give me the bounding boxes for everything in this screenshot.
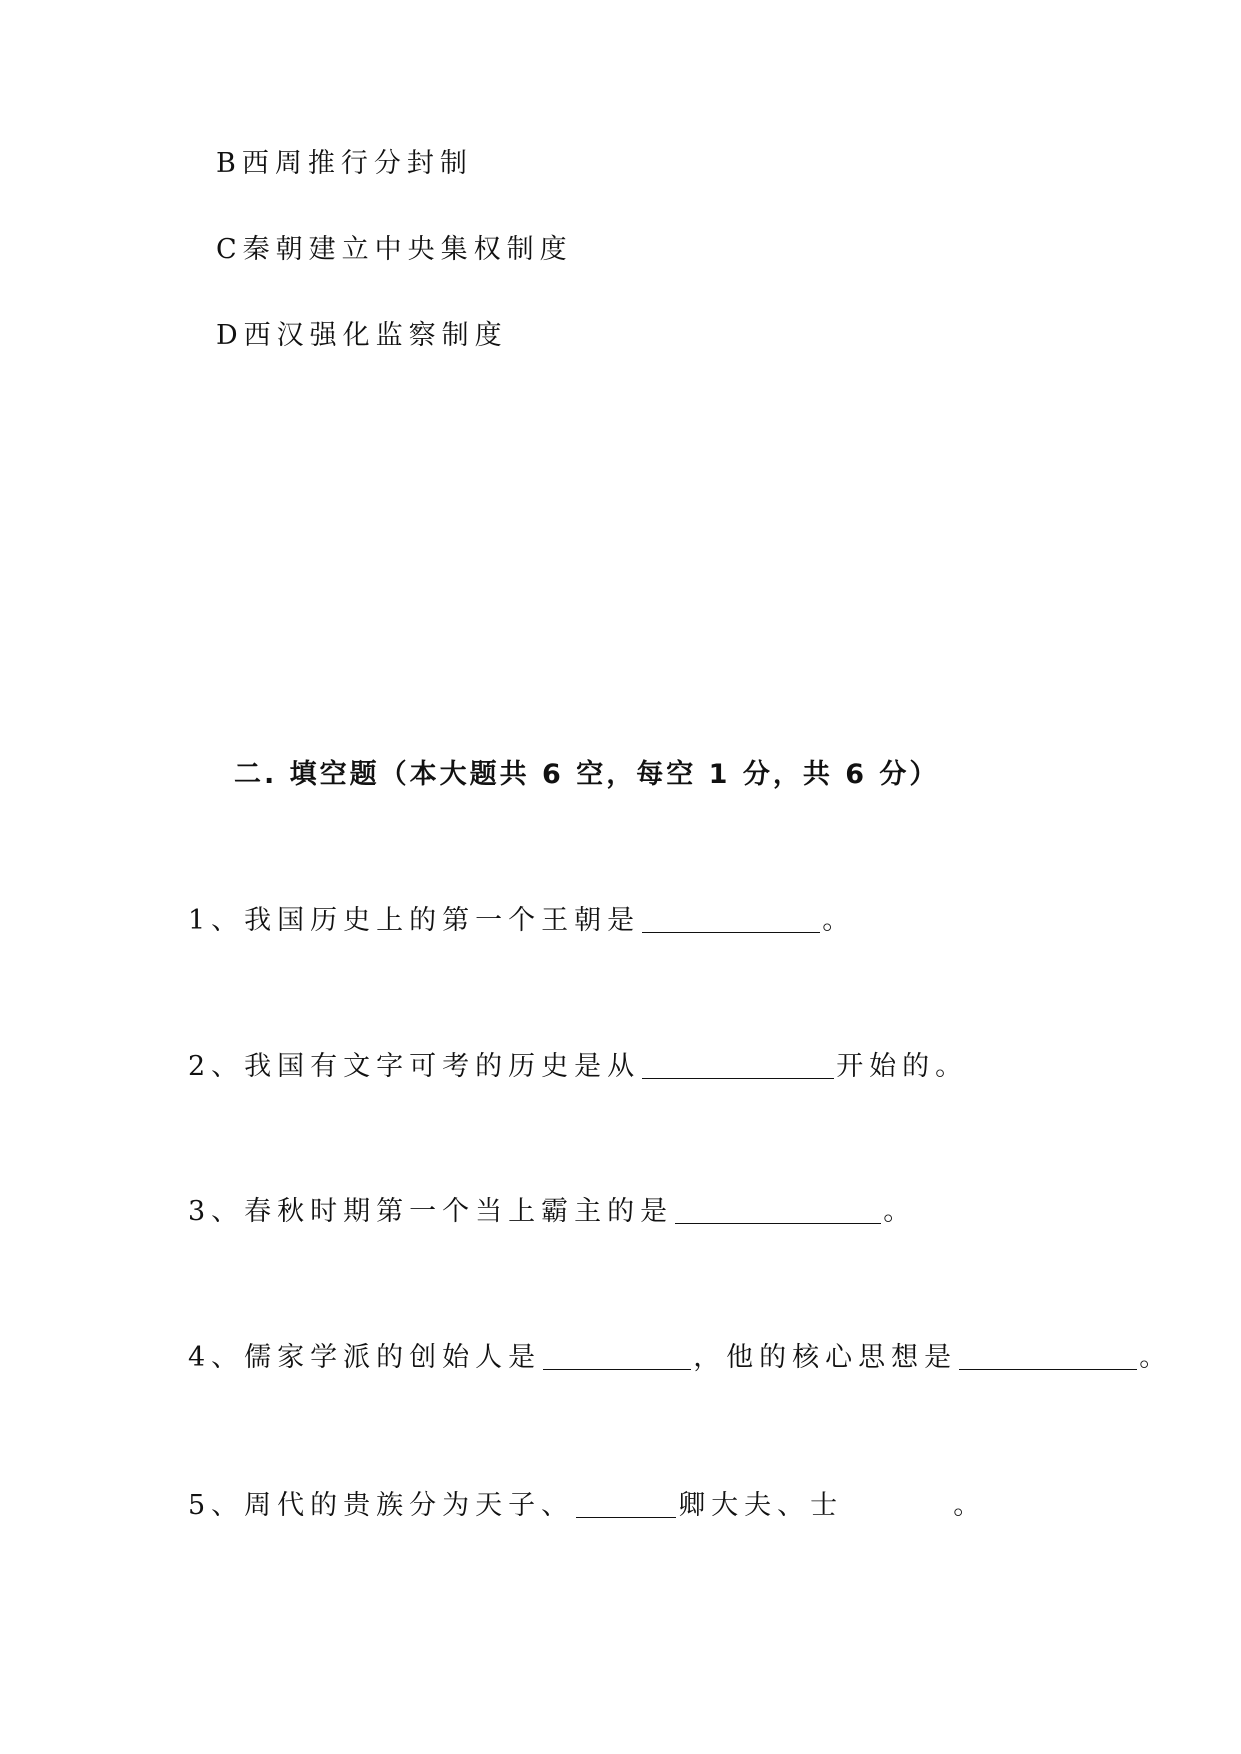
question-text: 4、儒家学派的创始人是 [188, 1342, 542, 1373]
option-d [216, 316, 508, 356]
option-c [216, 230, 573, 270]
question-5 [188, 1484, 986, 1526]
question-2 [188, 1047, 968, 1087]
section-heading: 二. 填空题（本大题共 6 空，每空 1 分，共 6 分） [234, 759, 940, 790]
answer-blank[interactable] [675, 1193, 881, 1224]
question-text: 5、周代的贵族分为天子、 [188, 1490, 575, 1521]
option-text: 秦朝建立中央集权制度 [242, 234, 573, 265]
question-text: 3、春秋时期第一个当上霸主的是 [188, 1196, 674, 1227]
question-text: 2、我国有文字可考的历史是从 [188, 1051, 641, 1082]
question-text-end: 。 [822, 905, 856, 936]
option-letter: C [216, 234, 243, 265]
option-letter: D [216, 320, 244, 351]
question-text-middle: 卿大夫、士 [678, 1490, 844, 1521]
question-text-middle: ，他的核心思想是 [693, 1342, 958, 1373]
question-text: 1、我国历史上的第一个王朝是 [188, 905, 641, 936]
question-1 [188, 901, 855, 941]
answer-blank-1[interactable] [543, 1339, 691, 1370]
answer-blank-2[interactable] [959, 1339, 1137, 1370]
question-text-end: 。 [883, 1196, 917, 1227]
option-text: 西汉强化监察制度 [243, 320, 508, 351]
question-text-end: 。 [1139, 1342, 1173, 1373]
answer-blank[interactable] [642, 902, 820, 933]
option-text: 西周推行分封制 [241, 148, 473, 179]
option-b [216, 144, 473, 184]
answer-blank[interactable] [642, 1048, 834, 1079]
question-3 [188, 1192, 916, 1232]
question-text-end: 。 [953, 1490, 987, 1521]
answer-blank-1[interactable] [576, 1487, 676, 1518]
answer-blank-2[interactable] [843, 1484, 953, 1514]
question-text-end: 开始的。 [836, 1051, 969, 1082]
question-4 [188, 1338, 1172, 1378]
option-letter: B [216, 148, 242, 179]
